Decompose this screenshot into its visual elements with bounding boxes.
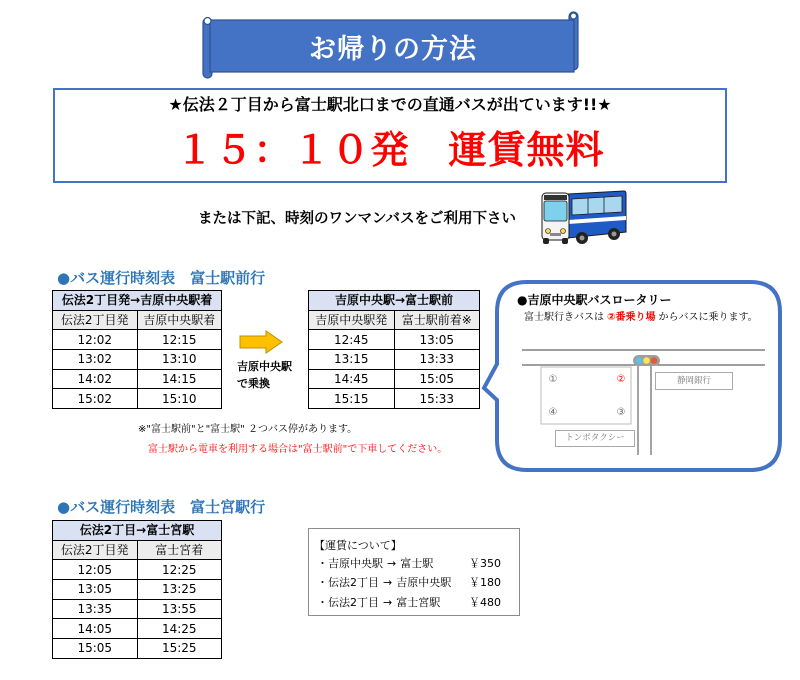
departure-column-header: 伝法2丁目発 (53, 540, 138, 560)
bus-stop-note: ※"富士駅前"と"富士駅" ２つバス停があります。 (138, 424, 358, 435)
timetable-row (53, 330, 222, 350)
arrival-column-header: 富士駅前着※ (394, 310, 480, 330)
instruction-before: 富士駅行きバスは (524, 312, 604, 323)
fare-price: ￥350 (469, 557, 501, 570)
timetable-title-row (53, 521, 222, 541)
timetable-row (309, 330, 480, 350)
fare-arrow: → (387, 557, 397, 570)
fare-bullet: ・ (317, 576, 328, 589)
departure-time-cell: 14:45 (309, 369, 395, 389)
transfer-text: で乗換 (237, 377, 270, 390)
timetable-row (53, 639, 222, 659)
transfer-label (237, 358, 292, 392)
arrival-time-cell: 13:33 (394, 350, 480, 370)
notice-headline: ★伝法２丁目から富士駅北口までの直通バスが出ています!!★ (168, 95, 612, 114)
departure-time-cell: 12:02 (53, 330, 138, 350)
fare-arrow: → (383, 576, 393, 589)
section-heading-fuji-station: ●バス運行時刻表 富士駅前行 (57, 269, 266, 287)
arrival-time-cell: 13:55 (137, 599, 222, 619)
arrival-column-header: 吉原中央駅着 (137, 310, 222, 330)
timetable-row (53, 599, 222, 619)
fare-from: 伝法2丁目 (328, 576, 379, 589)
bank-landmark: 静岡銀行 (655, 372, 733, 390)
fare-info-box (308, 528, 520, 616)
timetable-title-row (309, 291, 480, 311)
timetable-row (309, 350, 480, 370)
arrival-time-cell: 15:25 (137, 639, 222, 659)
fare-bullet: ・ (317, 557, 328, 570)
traffic-light-icon (633, 355, 660, 366)
fare-to: 吉原中央駅 (396, 576, 452, 589)
bus-icon (538, 188, 628, 248)
fare-from: 伝法2丁目 (328, 596, 379, 609)
platform-1-label: ① (548, 374, 558, 385)
departure-column-header: 伝法2丁目発 (53, 310, 138, 330)
rotary-instruction (524, 311, 758, 325)
platform-4-label: ④ (548, 407, 558, 418)
departure-time-cell: 14:02 (53, 369, 138, 389)
arrival-time-cell: 13:10 (137, 350, 222, 370)
fare-from: 吉原中央駅 (328, 557, 383, 570)
departure-time-cell: 13:15 (309, 350, 395, 370)
fare-item (317, 594, 501, 612)
timetable-title-row (53, 291, 222, 311)
timetable-row (53, 350, 222, 370)
platform-2-label: ② (616, 374, 626, 385)
fare-item (317, 555, 501, 573)
departure-time-cell: 15:05 (53, 639, 138, 659)
arrival-time-cell: 15:33 (394, 389, 480, 409)
timetable-title: 吉原中央駅→富士駅前 (309, 291, 480, 311)
transfer-station: 吉原中央駅 (237, 360, 292, 373)
arrival-time-cell: 12:25 (137, 560, 222, 580)
train-transfer-note: 富士駅から電車を利用する場合は"富士駅前"で下車してください。 (148, 444, 448, 455)
arrival-time-cell: 12:15 (137, 330, 222, 350)
departure-time-cell: 13:05 (53, 580, 138, 600)
timetable-column-row (53, 540, 222, 560)
arrival-column-header: 富士宮着 (137, 540, 222, 560)
timetable-title: 伝法2丁目発→吉原中央駅着 (53, 291, 222, 311)
departure-time-cell: 12:05 (53, 560, 138, 580)
departure-time-cell: 15:15 (309, 389, 395, 409)
banner-title: お帰りの方法 (309, 33, 477, 65)
arrival-time-cell: 13:25 (137, 580, 222, 600)
departure-time-cell: 15:02 (53, 389, 138, 409)
timetable-column-row (309, 310, 480, 330)
departure-time-cell: 12:45 (309, 330, 395, 350)
arrival-time-cell: 14:25 (137, 619, 222, 639)
arrival-time-cell: 14:15 (137, 369, 222, 389)
timetable-yoshiwara-to-fuji (308, 290, 480, 409)
departure-time-and-fare: １５：１０発 運賃無料 (175, 128, 605, 172)
platform-3-label: ③ (616, 407, 626, 418)
rotary-map-roads (515, 340, 770, 460)
section-heading-fujinomiya-station: ●バス運行時刻表 富士宮駅行 (57, 498, 266, 516)
alternative-route-note: または下記、時刻のワンマンバスをご利用下さい (198, 211, 516, 227)
fare-to: 富士駅 (400, 557, 434, 570)
direct-bus-notice (53, 88, 727, 183)
timetable-denbo-to-yoshiwara (52, 290, 222, 409)
fare-price: ￥180 (469, 576, 501, 589)
departure-time-cell: 13:35 (53, 599, 138, 619)
timetable-row (309, 369, 480, 389)
timetable-row (53, 560, 222, 580)
timetable-row (53, 389, 222, 409)
rotary-map (515, 340, 770, 460)
fare-item (317, 574, 501, 592)
fare-to: 富士宮駅 (396, 596, 441, 609)
rotary-title: ●吉原中央駅バスロータリー (517, 293, 672, 307)
instruction-after: からバスに乗ります。 (658, 312, 758, 323)
fare-bullet: ・ (317, 596, 328, 609)
arrival-time-cell: 15:05 (394, 369, 480, 389)
departure-column-header: 吉原中央駅発 (309, 310, 395, 330)
departure-time-cell: 14:05 (53, 619, 138, 639)
timetable-row (53, 619, 222, 639)
block-arrow-right-icon (238, 330, 284, 354)
timetable-row (53, 369, 222, 389)
timetable-column-row (53, 310, 222, 330)
departure-time-cell: 13:02 (53, 350, 138, 370)
fare-price: ￥480 (469, 596, 501, 609)
fare-arrow: → (383, 596, 393, 609)
timetable-row (53, 580, 222, 600)
taxi-landmark: トンボタクシー (555, 430, 635, 447)
fare-title: 【運賃について】 (314, 539, 402, 552)
timetable-denbo-to-fujinomiya (52, 520, 222, 659)
arrival-time-cell: 13:05 (394, 330, 480, 350)
arrival-time-cell: 15:10 (137, 389, 222, 409)
platform-highlight: ②番乗り場 (607, 312, 656, 323)
timetable-title: 伝法2丁目→富士宮駅 (53, 521, 222, 541)
timetable-row (309, 389, 480, 409)
